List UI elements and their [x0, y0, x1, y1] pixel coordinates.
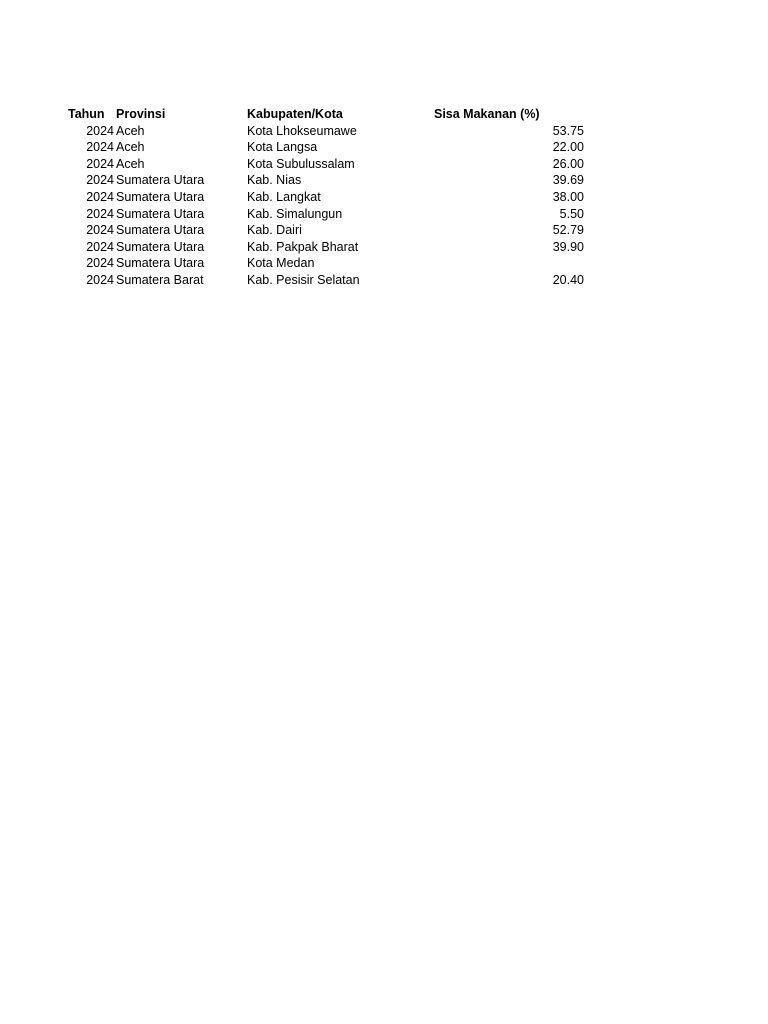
- cell-sisa-makanan: 38.00: [552, 189, 584, 204]
- table-row: [68, 272, 588, 289]
- cell-tahun: 2024: [86, 206, 114, 221]
- table-header-row: [68, 106, 588, 123]
- cell-tahun: 2024: [86, 223, 114, 238]
- cell-tahun: 2024: [86, 123, 114, 138]
- cell-provinsi: Sumatera Utara: [116, 173, 205, 188]
- table-row: [68, 206, 588, 223]
- cell-provinsi: Sumatera Utara: [116, 189, 205, 204]
- cell-tahun: 2024: [86, 173, 114, 188]
- cell-provinsi: Sumatera Utara: [116, 223, 205, 238]
- cell-kabupaten-kota: Kota Lhokseumawe: [247, 123, 357, 138]
- header-kabupaten-kota: Kabupaten/Kota: [247, 107, 343, 121]
- cell-sisa-makanan: 39.69: [552, 173, 584, 188]
- cell-kabupaten-kota: Kab. Dairi: [247, 223, 302, 238]
- header-provinsi: Provinsi: [116, 107, 166, 121]
- cell-tahun: 2024: [86, 156, 114, 171]
- cell-tahun: 2024: [86, 140, 114, 155]
- cell-provinsi: Sumatera Utara: [116, 206, 205, 221]
- table-row: [68, 139, 588, 156]
- cell-kabupaten-kota: Kab. Simalungun: [247, 206, 343, 221]
- cell-tahun: 2024: [86, 272, 114, 287]
- cell-sisa-makanan: 26.00: [552, 156, 584, 171]
- table-row: [68, 172, 588, 189]
- table-row: [68, 123, 588, 140]
- cell-provinsi: Sumatera Barat: [116, 272, 204, 287]
- table-row: [68, 239, 588, 256]
- cell-sisa-makanan: 22.00: [552, 140, 584, 155]
- cell-provinsi: Aceh: [116, 140, 145, 155]
- cell-kabupaten-kota: Kota Langsa: [247, 140, 318, 155]
- table-row: [68, 222, 588, 239]
- table-row: [68, 156, 588, 173]
- cell-tahun: 2024: [86, 189, 114, 204]
- cell-kabupaten-kota: Kab. Nias: [247, 173, 302, 188]
- cell-provinsi: Sumatera Utara: [116, 256, 205, 271]
- cell-sisa-makanan: 52.79: [552, 223, 584, 238]
- cell-tahun: 2024: [86, 256, 114, 271]
- header-tahun: Tahun: [68, 107, 105, 121]
- cell-sisa-makanan: [434, 255, 584, 272]
- cell-sisa-makanan: 53.75: [552, 123, 584, 138]
- cell-provinsi: Aceh: [116, 156, 145, 171]
- data-table: [68, 106, 588, 289]
- cell-sisa-makanan: 5.50: [559, 206, 584, 221]
- cell-kabupaten-kota: Kota Medan: [247, 256, 315, 271]
- cell-kabupaten-kota: Kab. Pesisir Selatan: [247, 272, 360, 287]
- table-row: [68, 255, 588, 272]
- cell-sisa-makanan: 20.40: [552, 272, 584, 287]
- cell-kabupaten-kota: Kota Subulussalam: [247, 156, 355, 171]
- cell-kabupaten-kota: Kab. Pakpak Bharat: [247, 239, 359, 254]
- cell-tahun: 2024: [86, 239, 114, 254]
- table-row: [68, 189, 588, 206]
- cell-provinsi: Sumatera Utara: [116, 239, 205, 254]
- cell-sisa-makanan: 39.90: [552, 239, 584, 254]
- cell-kabupaten-kota: Kab. Langkat: [247, 189, 321, 204]
- cell-provinsi: Aceh: [116, 123, 145, 138]
- header-sisa-makanan: Sisa Makanan (%): [434, 107, 540, 121]
